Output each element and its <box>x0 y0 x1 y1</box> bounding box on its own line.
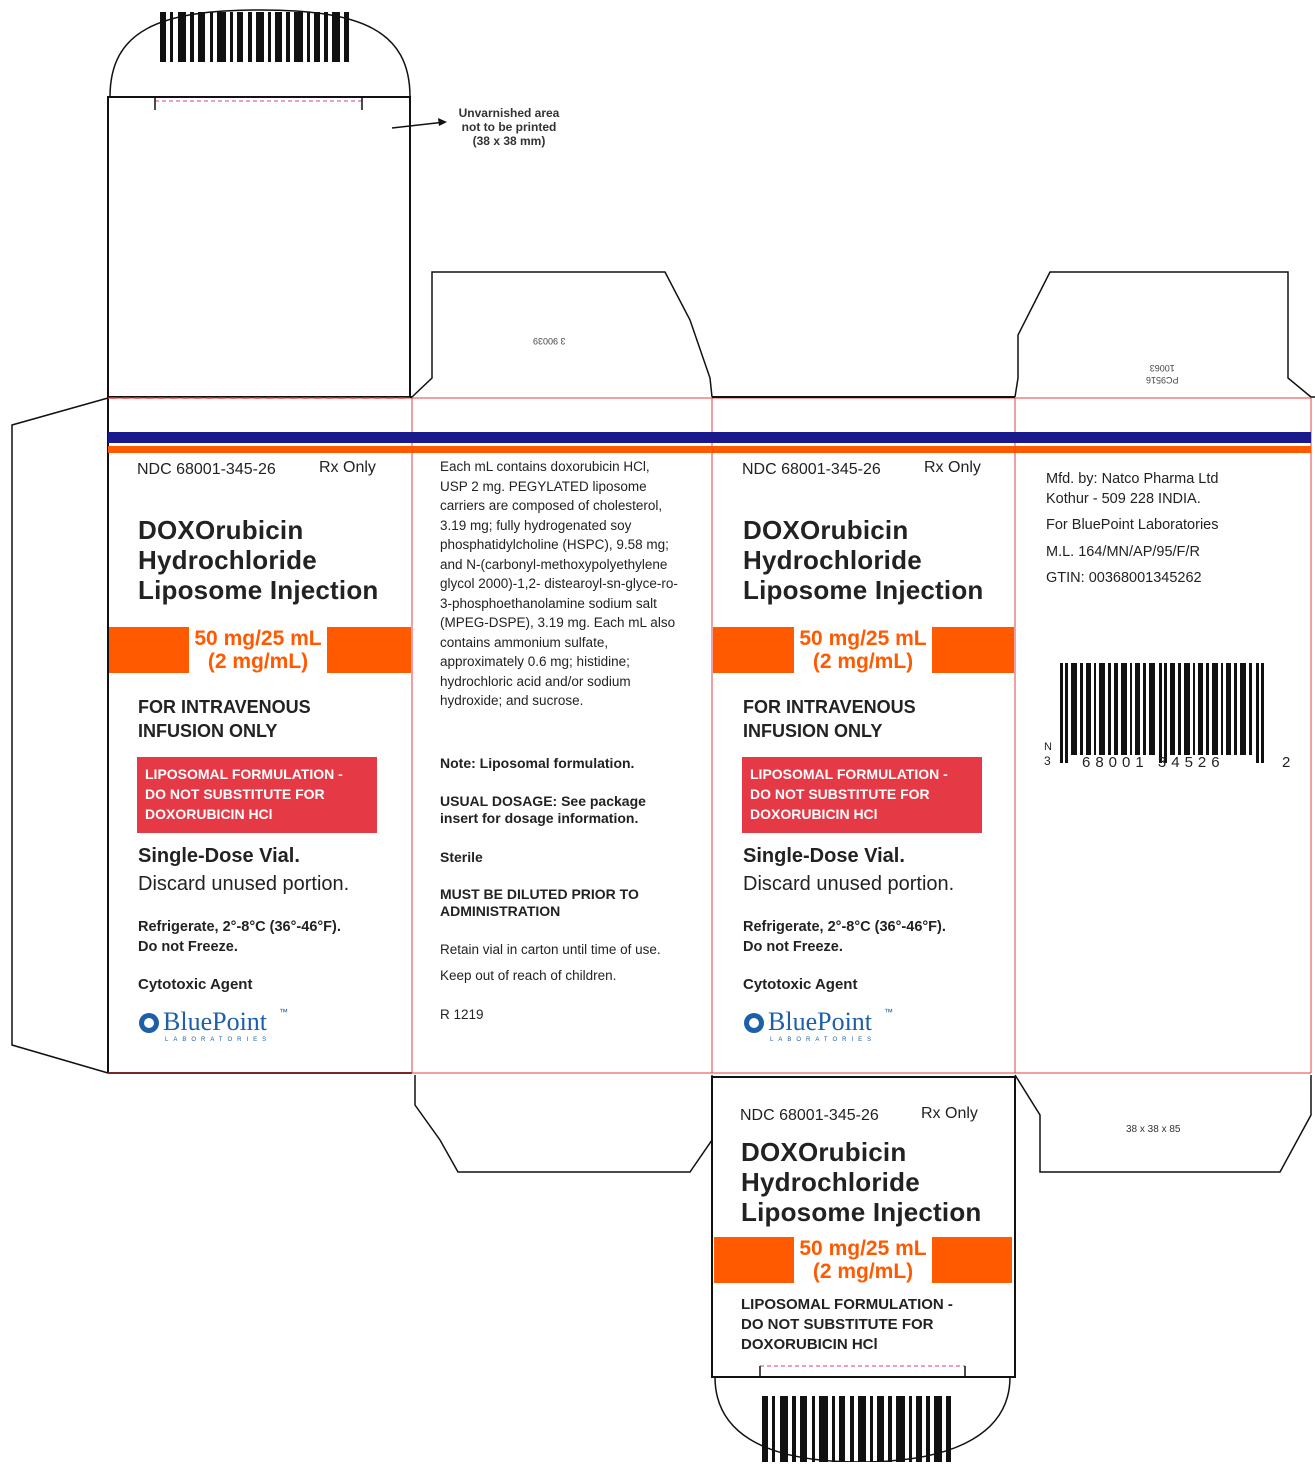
strength-line-1: 50 mg/25 mL <box>799 1237 927 1260</box>
upc-barcode <box>1042 663 1292 773</box>
product-name <box>138 515 379 605</box>
ml-number: M.L. 164/MN/AP/95/F/R <box>1046 544 1200 560</box>
trademark-symbol: ™ <box>884 1007 893 1017</box>
liposomal-note: Note: Liposomal formulation. <box>440 755 635 771</box>
sterile-text: Sterile <box>440 849 483 865</box>
barcode-digits: 68001 34526 <box>1082 754 1225 771</box>
rx-only: Rx Only <box>319 459 376 476</box>
for-bluepoint: For BluePoint Laboratories <box>1046 517 1219 533</box>
storage-text <box>138 917 341 957</box>
barcode-icon <box>1042 663 1292 763</box>
route-line-1: FOR INTRAVENOUS <box>138 697 311 717</box>
manufacturer-panel <box>1016 455 1310 1072</box>
warning-line-1: LIPOSOMAL FORMULATION - <box>741 1296 953 1313</box>
bluepoint-sublabel: LABORATORIES <box>165 1037 272 1043</box>
strength-box <box>189 627 327 673</box>
route-line-1: FOR INTRAVENOUS <box>743 697 916 717</box>
product-name-line-2: Hydrochloride <box>138 545 317 575</box>
storage-line-1: Refrigerate, 2°-8°C (36°-46°F). <box>138 919 341 935</box>
mfd-by <box>1046 469 1218 509</box>
cytotoxic-text: Cytotoxic Agent <box>743 976 858 993</box>
bluepoint-sublabel: LABORATORIES <box>770 1037 877 1043</box>
barcode-icon <box>160 12 360 62</box>
product-name-line-3: Liposome Injection <box>741 1197 982 1227</box>
product-name-line-3: Liposome Injection <box>743 575 984 605</box>
bluepoint-logo <box>139 1007 299 1047</box>
route-line-2: INFUSION ONLY <box>138 721 278 741</box>
product-name-line-1: DOXOrubicin <box>138 515 304 545</box>
flap-code-left: 3 90039 <box>533 336 566 346</box>
product-name-line-3: Liposome Injection <box>138 575 379 605</box>
orange-stripe <box>108 446 1311 453</box>
warning-line-3: DOXORUBICIN HCl <box>750 806 878 822</box>
flap-dimensions: 38 x 38 x 85 <box>1126 1124 1181 1135</box>
note-line-3: (38 x 38 mm) <box>472 134 546 148</box>
strength-box <box>794 627 932 673</box>
warning-line-3: DOXORUBICIN HCl <box>145 806 273 822</box>
ndc-number: NDC 68001-345-26 <box>137 461 276 478</box>
dilute-text: MUST BE DILUTED PRIOR TO ADMINISTRATION <box>440 886 639 919</box>
discard-text: Discard unused portion. <box>138 873 350 895</box>
trademark-symbol: ™ <box>279 1007 288 1017</box>
liposomal-warning <box>741 1295 953 1355</box>
storage-line-2: Do not Freeze. <box>743 939 843 955</box>
retain-text: Retain vial in carton until time of use. <box>440 942 661 957</box>
product-name-line-2: Hydrochloride <box>743 545 922 575</box>
flap-code-right-1: PC9516 <box>1146 375 1179 385</box>
product-name <box>741 1137 982 1227</box>
flap-code-right-2: 10063 <box>1149 363 1175 373</box>
side-panel-info <box>413 455 711 1072</box>
barcode-prefix-3: 3 <box>1044 754 1051 768</box>
front-panel-2 <box>713 455 1014 1072</box>
mfd-line-1: Mfd. by: Natco Pharma Ltd <box>1046 471 1219 487</box>
storage-text <box>743 917 946 957</box>
warning-line-1: LIPOSOMAL FORMULATION - <box>750 766 948 782</box>
front-panel-1 <box>109 455 411 1072</box>
keep-away-text: Keep out of reach of children. <box>440 968 617 983</box>
composition-text: Each mL contains doxorubicin HCl, USP 2 mg. PEGYLATED liposome carriers are composed of cholesterol, 3.19 mg; fully hydrogenated soy phosphatidylcholine (HSPC), 9.58 mg; and N-(carbonyl-methoxypolyethylene glycol 2000)-1,2- distearoyl-sn-glyce-ro-3-phosphoethanolamine sodium salt (MPEG-DSPE), 3.19 mg. Each mL also contains ammonium sulfate, approximately 0.6 mg; histidine; hydrochloric acid and/or sodium hydroxide; and sucrose. <box>440 459 678 708</box>
usual-dosage: USUAL DOSAGE: See package insert for dosage information. <box>440 793 646 826</box>
bluepoint-swirl-icon <box>139 1013 159 1033</box>
barcode-icon <box>762 1396 962 1462</box>
navy-stripe <box>108 432 1311 443</box>
note-line-2: not to be printed <box>461 120 557 134</box>
ndc-number: NDC 68001-345-26 <box>742 461 881 478</box>
warning-line-2: DO NOT SUBSTITUTE FOR <box>145 786 325 802</box>
rx-only: Rx Only <box>924 459 981 476</box>
discard-text: Discard unused portion. <box>743 873 955 895</box>
barcode-check-digit: 2 <box>1282 754 1291 771</box>
cytotoxic-text: Cytotoxic Agent <box>138 976 253 993</box>
product-name-line-1: DOXOrubicin <box>743 515 909 545</box>
strength-box <box>794 1237 932 1283</box>
gtin: GTIN: 00368001345262 <box>1046 570 1202 586</box>
warning-line-3: DOXORUBICIN HCl <box>741 1336 878 1353</box>
ndc-number: NDC 68001-345-26 <box>740 1107 879 1124</box>
rx-only: Rx Only <box>921 1105 978 1122</box>
strength-line-2: (2 mg/mL) <box>812 1260 914 1283</box>
top-flap-barcode <box>160 12 360 62</box>
bottom-panel <box>714 1079 1014 1365</box>
single-dose-text: Single-Dose Vial. <box>138 845 300 867</box>
revision-code: R 1219 <box>440 1007 484 1022</box>
warning-line-2: DO NOT SUBSTITUTE FOR <box>750 786 930 802</box>
warning-line-2: DO NOT SUBSTITUTE FOR <box>741 1316 934 1333</box>
note-line-1: Unvarnished area <box>458 106 560 120</box>
bluepoint-wordmark: BluePoint <box>768 1007 873 1036</box>
route-line-2: INFUSION ONLY <box>743 721 883 741</box>
unvarnished-note <box>450 106 568 148</box>
flap-code-right <box>1146 362 1179 386</box>
mfd-line-2: Kothur - 509 228 INDIA. <box>1046 491 1201 507</box>
product-name-line-1: DOXOrubicin <box>741 1137 907 1167</box>
product-name-line-2: Hydrochloride <box>741 1167 920 1197</box>
liposomal-warning <box>137 757 377 833</box>
bluepoint-logo <box>744 1007 904 1047</box>
storage-line-1: Refrigerate, 2°-8°C (36°-46°F). <box>743 919 946 935</box>
liposomal-warning <box>742 757 982 833</box>
strength-line-1: 50 mg/25 mL <box>194 627 322 650</box>
strength-line-2: (2 mg/mL) <box>207 650 309 673</box>
barcode-prefix-n: N <box>1044 741 1052 753</box>
bluepoint-swirl-icon <box>744 1013 764 1033</box>
strength-line-1: 50 mg/25 mL <box>799 627 927 650</box>
product-name <box>743 515 984 605</box>
bluepoint-wordmark: BluePoint <box>163 1007 268 1036</box>
storage-line-2: Do not Freeze. <box>138 939 238 955</box>
route-text <box>138 695 311 743</box>
single-dose-text: Single-Dose Vial. <box>743 845 905 867</box>
warning-line-1: LIPOSOMAL FORMULATION - <box>145 766 343 782</box>
route-text <box>743 695 916 743</box>
bottom-flap-barcode <box>762 1396 962 1462</box>
strength-line-2: (2 mg/mL) <box>812 650 914 673</box>
